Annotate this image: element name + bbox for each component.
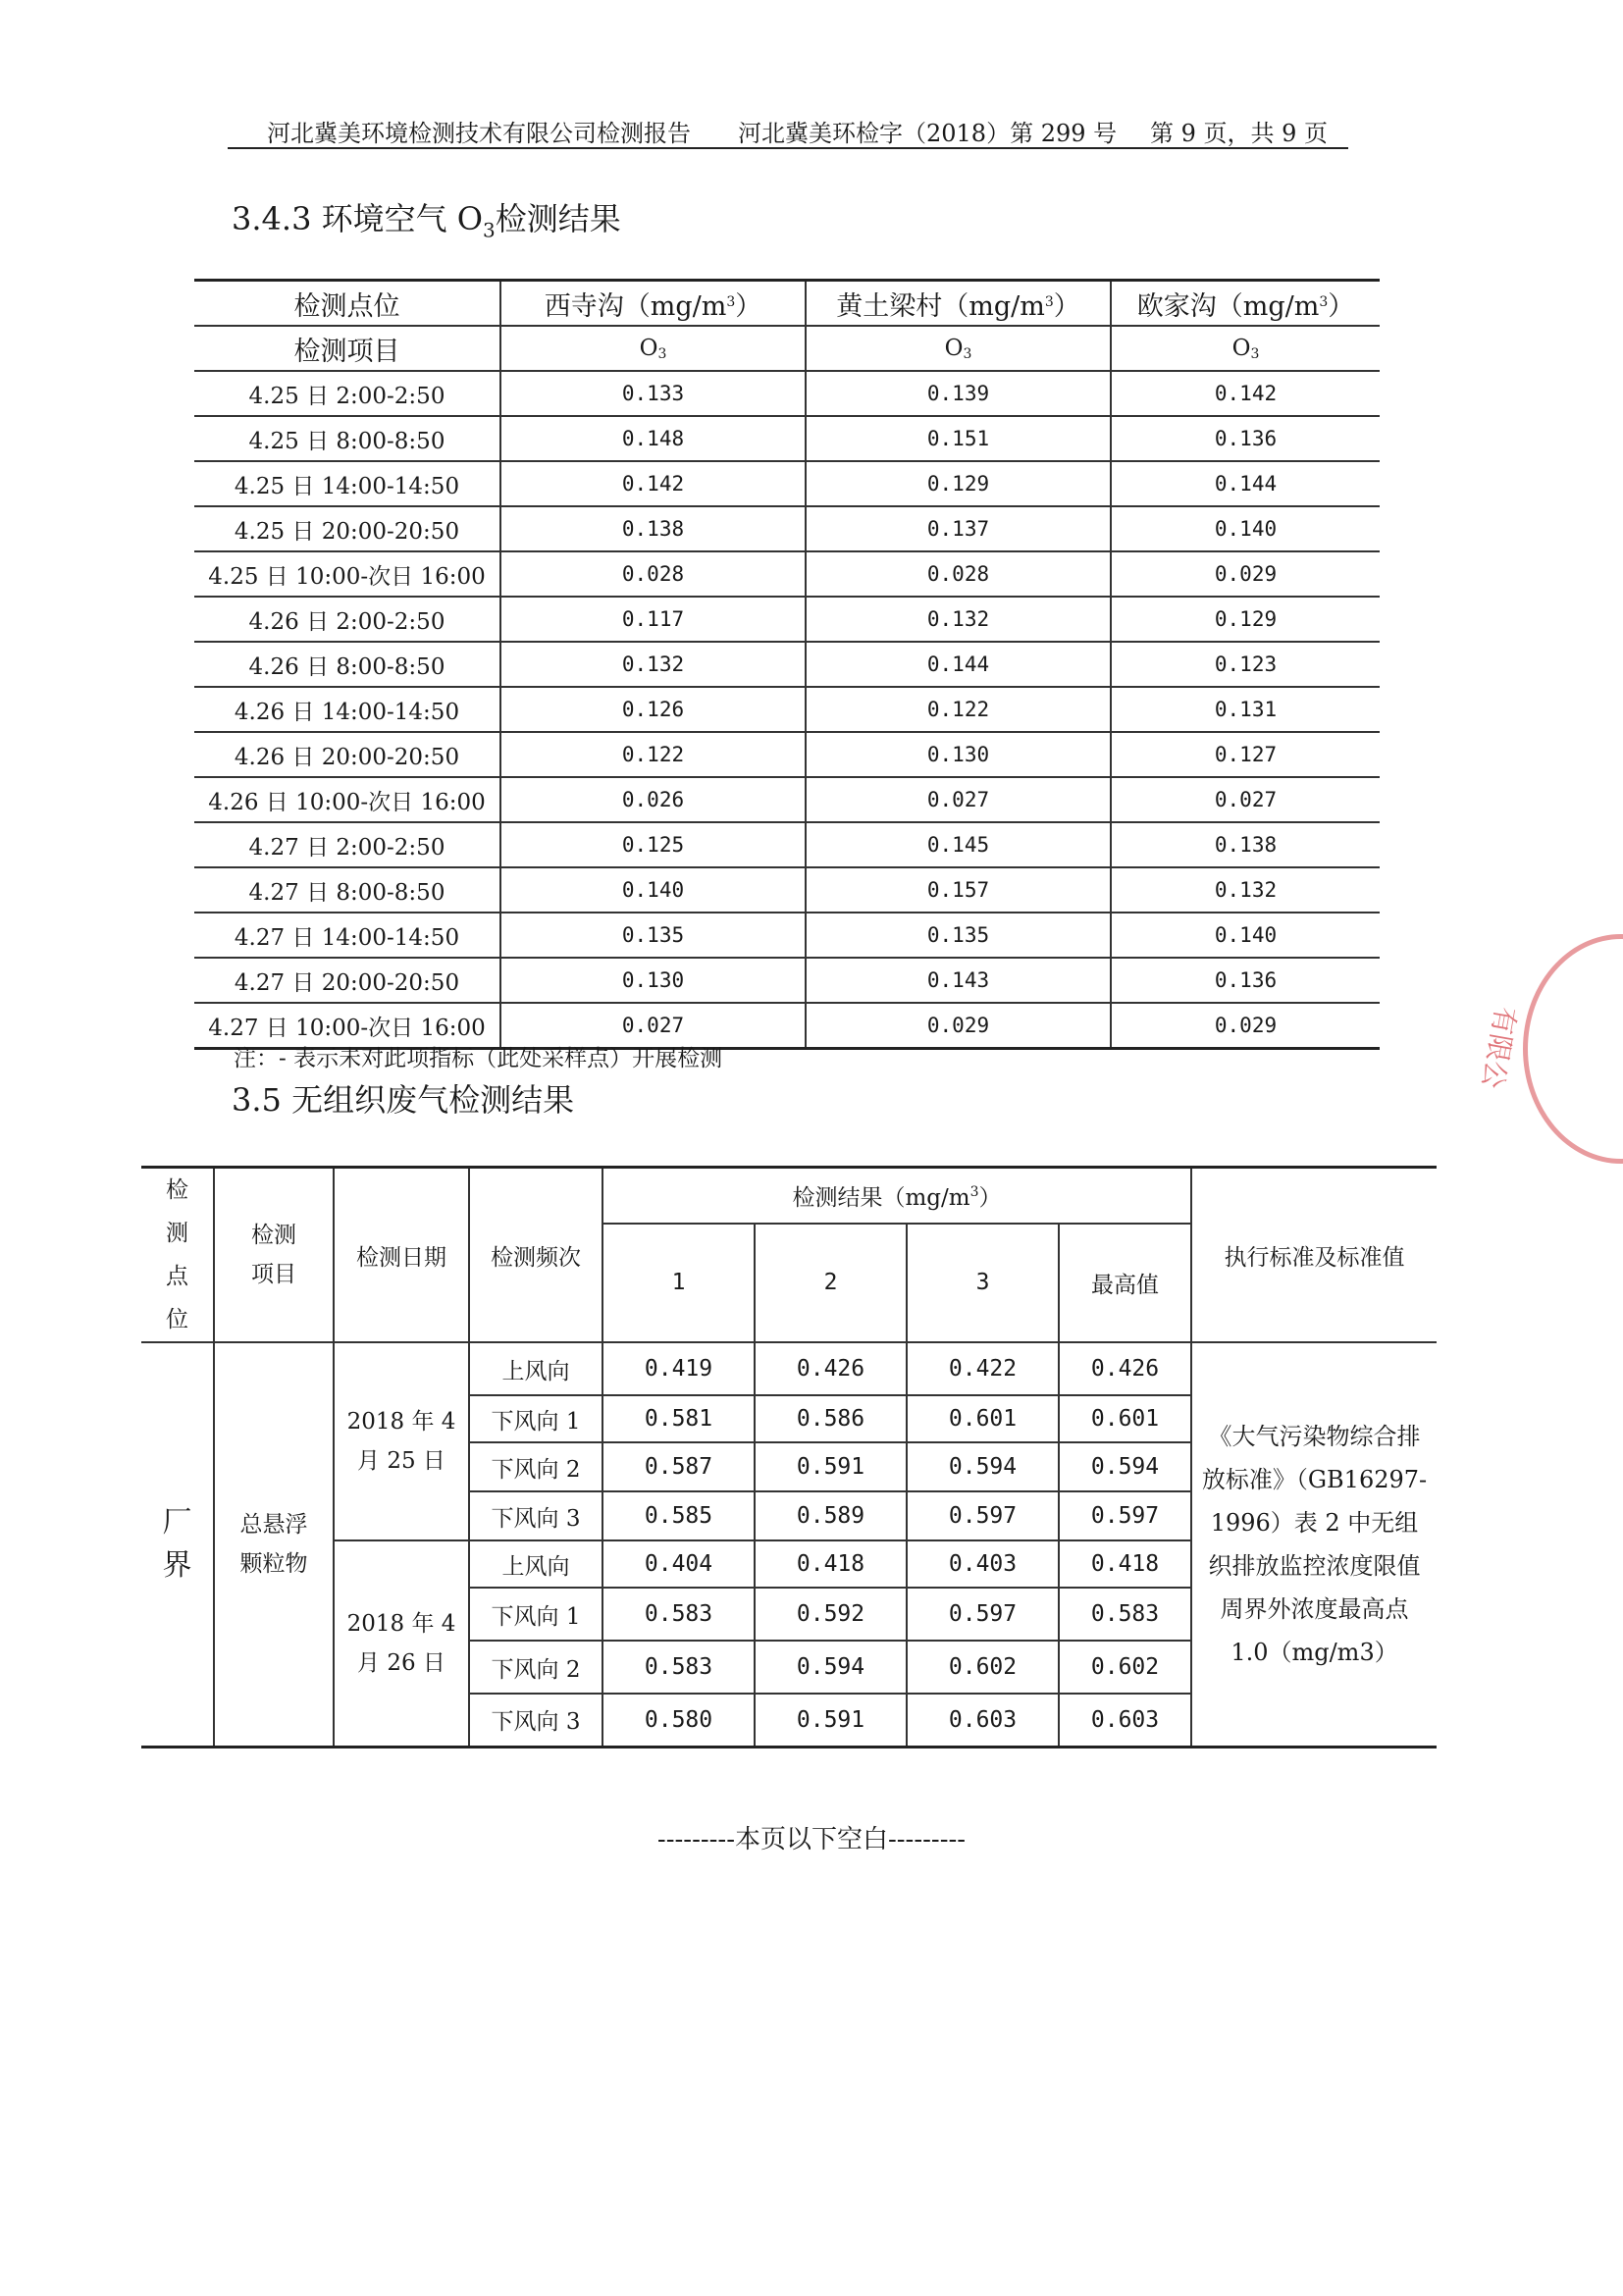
tsp-header-date: 检测日期 — [334, 1168, 469, 1343]
o3-time-cell: 4.25 日 14:00-14:50 — [194, 461, 500, 506]
o3-value-cell: 0.029 — [1111, 551, 1380, 597]
o3-data-row — [194, 732, 1380, 777]
tsp-freq-cell: 下风向 3 — [469, 1694, 602, 1747]
o3-value-cell: 0.029 — [1111, 1003, 1380, 1049]
tsp-header-r2: 2 — [755, 1224, 907, 1342]
o3-data-row — [194, 461, 1380, 506]
tsp-value-cell: 0.597 — [907, 1588, 1059, 1641]
tsp-value-cell: 0.404 — [602, 1540, 755, 1588]
o3-data-row — [194, 416, 1380, 461]
tsp-header-item: 检测 项目 — [214, 1168, 334, 1343]
o3-value-cell: 0.028 — [806, 551, 1111, 597]
o3-data-row — [194, 687, 1380, 732]
o3-value-cell: 0.029 — [806, 1003, 1111, 1049]
o3-value-cell: 0.130 — [500, 958, 806, 1003]
o3-value-cell: 0.027 — [1111, 777, 1380, 822]
company-seal — [1523, 934, 1623, 1164]
o3-time-cell: 4.25 日 10:00-次日 16:00 — [194, 551, 500, 597]
tsp-date-cell: 2018 年 4 月 25 日 — [334, 1342, 469, 1540]
o3-data-row — [194, 913, 1380, 958]
o3-value-cell: 0.151 — [806, 416, 1111, 461]
o3-time-cell: 4.27 日 2:00-2:50 — [194, 822, 500, 867]
section-title-tsp: 3.5 无组织废气检测结果 — [232, 1081, 575, 1119]
report-header — [228, 110, 1348, 149]
tsp-value-cell: 0.602 — [907, 1641, 1059, 1694]
o3-value-cell: 0.129 — [806, 461, 1111, 506]
tsp-value-cell: 0.583 — [602, 1641, 755, 1694]
tsp-header-row-1 — [141, 1168, 1437, 1224]
o3-time-cell: 4.27 日 14:00-14:50 — [194, 913, 500, 958]
tsp-header-site: 检 测 点 位 — [141, 1168, 214, 1343]
o3-value-cell: 0.028 — [500, 551, 806, 597]
o3-value-cell: 0.140 — [1111, 506, 1380, 551]
o3-time-cell: 4.26 日 14:00-14:50 — [194, 687, 500, 732]
o3-time-cell: 4.26 日 8:00-8:50 — [194, 642, 500, 687]
tsp-value-cell: 0.597 — [907, 1491, 1059, 1540]
tsp-value-cell: 0.581 — [602, 1395, 755, 1442]
tsp-value-cell: 0.583 — [1059, 1588, 1191, 1641]
tsp-freq-cell: 下风向 1 — [469, 1395, 602, 1442]
tsp-value-cell: 0.591 — [755, 1694, 907, 1747]
o3-item-row — [194, 326, 1380, 371]
o3-value-cell: 0.140 — [500, 867, 806, 913]
tsp-value-cell: 0.589 — [755, 1491, 907, 1540]
tsp-value-cell: 0.594 — [1059, 1442, 1191, 1491]
o3-value-cell: 0.157 — [806, 867, 1111, 913]
o3-value-cell: 0.131 — [1111, 687, 1380, 732]
o3-data-row — [194, 597, 1380, 642]
tsp-value-cell: 0.597 — [1059, 1491, 1191, 1540]
section-title-o3 — [232, 194, 621, 241]
header-report-number: 河北冀美环检字（2018）第 299 号 — [738, 120, 1118, 147]
o3-data-row — [194, 822, 1380, 867]
title-sub: 3 — [483, 218, 496, 242]
title-suffix: 检测结果 — [495, 200, 621, 237]
tsp-value-cell: 0.603 — [907, 1694, 1059, 1747]
o3-value-cell: 0.132 — [806, 597, 1111, 642]
header-company: 河北冀美环境检测技术有限公司检测报告 — [267, 120, 691, 147]
o3-value-cell: 0.148 — [500, 416, 806, 461]
tsp-header-r1: 1 — [602, 1224, 755, 1342]
tsp-value-cell: 0.594 — [907, 1442, 1059, 1491]
tsp-standard-cell: 《大气污染物综合排放标准》（GB16297-1996）表 2 中无组织排放监控浓度限值周界外浓度最高点 1.0（mg/m3） — [1191, 1342, 1437, 1747]
o3-value-cell: 0.117 — [500, 597, 806, 642]
o3-value-cell: 0.142 — [1111, 371, 1380, 416]
company-seal-text: 有限公 — [1475, 1004, 1523, 1091]
o3-table-note: 注：- 表示未对此项指标（此处采样点）开展检测 — [234, 1046, 723, 1071]
tsp-freq-cell: 下风向 1 — [469, 1588, 602, 1641]
o3-value-cell: 0.138 — [1111, 822, 1380, 867]
tsp-value-cell: 0.586 — [755, 1395, 907, 1442]
tsp-date-cell: 2018 年 4 月 26 日 — [334, 1540, 469, 1747]
o3-value-cell: 0.123 — [1111, 642, 1380, 687]
o3-value-cell: 0.130 — [806, 732, 1111, 777]
o3-value-cell: 0.143 — [806, 958, 1111, 1003]
o3-time-cell: 4.27 日 8:00-8:50 — [194, 867, 500, 913]
o3-data-row — [194, 867, 1380, 913]
o3-item-label: 检测项目 — [194, 326, 500, 371]
o3-time-cell: 4.26 日 2:00-2:50 — [194, 597, 500, 642]
tsp-header-standard: 执行标准及标准值 — [1191, 1168, 1437, 1343]
o3-value-cell: 0.132 — [1111, 867, 1380, 913]
o3-data-row — [194, 642, 1380, 687]
o3-value-cell: 0.138 — [500, 506, 806, 551]
tsp-value-cell: 0.426 — [1059, 1342, 1191, 1395]
o3-value-cell: 0.122 — [500, 732, 806, 777]
title-prefix: 3.4.3 环境空气 O — [232, 200, 484, 237]
tsp-value-cell: 0.603 — [1059, 1694, 1191, 1747]
o3-data-row — [194, 777, 1380, 822]
o3-data-row — [194, 958, 1380, 1003]
o3-value-cell: 0.142 — [500, 461, 806, 506]
o3-time-cell: 4.25 日 20:00-20:50 — [194, 506, 500, 551]
o3-value-cell: 0.027 — [806, 777, 1111, 822]
o3-value-cell: 0.127 — [1111, 732, 1380, 777]
o3-value-cell: 0.136 — [1111, 416, 1380, 461]
tsp-freq-cell: 下风向 3 — [469, 1491, 602, 1540]
tsp-header-max: 最高值 — [1059, 1224, 1191, 1342]
o3-value-cell: 0.122 — [806, 687, 1111, 732]
tsp-value-cell: 0.418 — [755, 1540, 907, 1588]
tsp-value-cell: 0.585 — [602, 1491, 755, 1540]
o3-value-cell: 0.027 — [500, 1003, 806, 1049]
tsp-header-result: 检测结果$(mg/m^3)$ — [602, 1168, 1191, 1224]
tsp-results-table — [141, 1166, 1437, 1748]
o3-time-cell: 4.26 日 20:00-20:50 — [194, 732, 500, 777]
o3-item-1: O3 — [806, 326, 1111, 371]
tsp-value-cell: 0.602 — [1059, 1641, 1191, 1694]
o3-header-row — [194, 281, 1380, 327]
o3-data-row — [194, 506, 1380, 551]
tsp-value-cell: 0.591 — [755, 1442, 907, 1491]
o3-value-cell: 0.129 — [1111, 597, 1380, 642]
tsp-header-freq: 检测频次 — [469, 1168, 602, 1343]
tsp-value-cell: 0.422 — [907, 1342, 1059, 1395]
tsp-data-row — [141, 1342, 1437, 1395]
o3-value-cell: 0.137 — [806, 506, 1111, 551]
o3-value-cell: 0.126 — [500, 687, 806, 732]
o3-time-cell: 4.27 日 20:00-20:50 — [194, 958, 500, 1003]
o3-time-cell: 4.25 日 2:00-2:50 — [194, 371, 500, 416]
tsp-freq-cell: 上风向 — [469, 1540, 602, 1588]
o3-value-cell: 0.125 — [500, 822, 806, 867]
tsp-site-cell: 厂 界 — [141, 1342, 214, 1747]
tsp-freq-cell: 下风向 2 — [469, 1442, 602, 1491]
tsp-value-cell: 0.583 — [602, 1588, 755, 1641]
tsp-value-cell: 0.419 — [602, 1342, 755, 1395]
o3-value-cell: 0.132 — [500, 642, 806, 687]
o3-row-label-header: 检测点位 — [194, 281, 500, 327]
tsp-value-cell: 0.592 — [755, 1588, 907, 1641]
tsp-value-cell: 0.601 — [1059, 1395, 1191, 1442]
tsp-value-cell: 0.594 — [755, 1641, 907, 1694]
o3-value-cell: 0.026 — [500, 777, 806, 822]
o3-value-cell: 0.135 — [500, 913, 806, 958]
o3-time-cell: 4.26 日 10:00-次日 16:00 — [194, 777, 500, 822]
o3-time-cell: 4.25 日 8:00-8:50 — [194, 416, 500, 461]
tsp-value-cell: 0.418 — [1059, 1540, 1191, 1588]
tsp-freq-cell: 上风向 — [469, 1342, 602, 1395]
tsp-value-cell: 0.403 — [907, 1540, 1059, 1588]
o3-col-header-1: 黄土梁村$(mg/m^3)$ — [806, 281, 1111, 327]
o3-item-2: O3 — [1111, 326, 1380, 371]
o3-data-row — [194, 371, 1380, 416]
o3-results-table — [194, 279, 1380, 1050]
o3-value-cell: 0.144 — [806, 642, 1111, 687]
o3-data-row — [194, 551, 1380, 597]
header-page-number: 第 9 页，共 9 页 — [1150, 120, 1329, 147]
o3-value-cell: 0.135 — [806, 913, 1111, 958]
o3-value-cell: 0.140 — [1111, 913, 1380, 958]
tsp-value-cell: 0.426 — [755, 1342, 907, 1395]
o3-value-cell: 0.144 — [1111, 461, 1380, 506]
o3-value-cell: 0.133 — [500, 371, 806, 416]
tsp-header-r3: 3 — [907, 1224, 1059, 1342]
blank-below-note: ---------本页以下空白--------- — [656, 1825, 967, 1854]
tsp-item-cell: 总悬浮 颗粒物 — [214, 1342, 334, 1747]
tsp-value-cell: 0.601 — [907, 1395, 1059, 1442]
o3-item-0: O3 — [500, 326, 806, 371]
tsp-freq-cell: 下风向 2 — [469, 1641, 602, 1694]
o3-value-cell: 0.145 — [806, 822, 1111, 867]
o3-value-cell: 0.136 — [1111, 958, 1380, 1003]
tsp-value-cell: 0.580 — [602, 1694, 755, 1747]
o3-col-header-2: 欧家沟$(mg/m^3)$ — [1111, 281, 1380, 327]
o3-value-cell: 0.139 — [806, 371, 1111, 416]
o3-time-cell: 4.27 日 10:00-次日 16:00 — [194, 1003, 500, 1049]
o3-col-header-0: 西寺沟$(mg/m^3)$ — [500, 281, 806, 327]
tsp-value-cell: 0.587 — [602, 1442, 755, 1491]
